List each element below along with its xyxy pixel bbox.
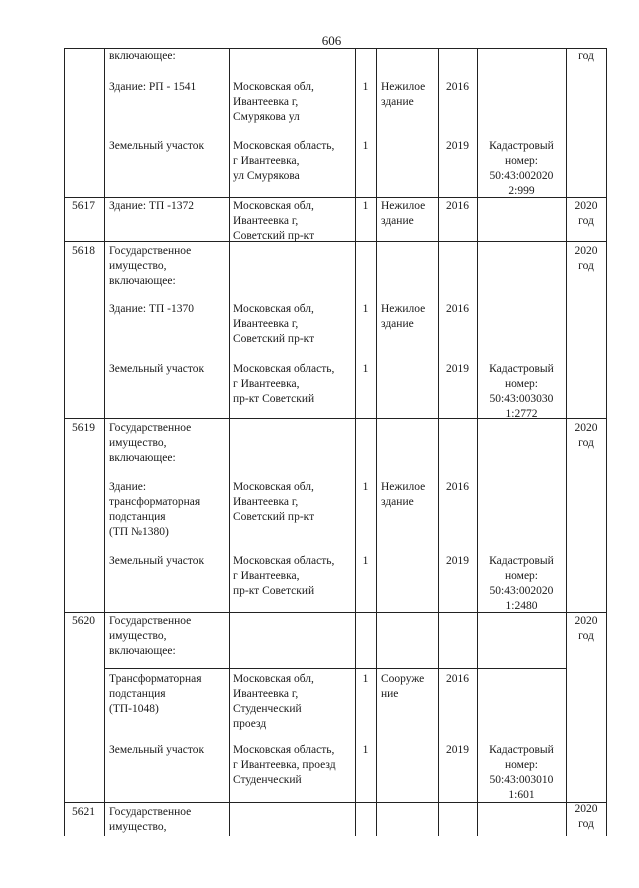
cell-r8-type: Сооруже ние: [381, 673, 425, 700]
cell-5619-registered: 2020 год: [574, 422, 598, 449]
cell-r9-name: Земельный участок: [109, 744, 205, 756]
cell-r4-qty: 1: [362, 303, 369, 315]
cell-r7-addr: Московская область, г Ивантеевка, пр-кт Советский: [233, 555, 335, 597]
cell-r3-year: 2016: [446, 200, 469, 212]
cell-r6-qty: 1: [362, 481, 369, 493]
cell-r8-name: Трансформаторная подстанция (ТП-1048): [109, 673, 202, 715]
cell-r9-year: 2019: [446, 744, 469, 756]
cell-top-name: включающее:: [109, 50, 176, 62]
cell-r6-name: Здание: трансформаторная подстанция (ТП №1380): [109, 481, 201, 538]
cell-r2-year: 2019: [446, 140, 469, 152]
cell-r1-year: 2016: [446, 81, 469, 93]
cell-r4-addr: Московская обл, Ивантеевка г, Советский пр-кт: [233, 303, 315, 345]
cell-r5-addr: Московская область, г Ивантеевка, пр-кт Советский: [233, 363, 335, 405]
cell-5620-name: Государственное имущество, включающее:: [109, 615, 192, 657]
cell-r6-year: 2016: [446, 481, 469, 493]
cell-r9-addr: Московская область, г Ивантеевка, проезд Студенческий: [233, 744, 336, 786]
cell-r9-qty: 1: [362, 744, 369, 756]
cell-r7-name: Земельный участок: [109, 555, 205, 567]
row-border-5618: [64, 241, 607, 242]
cell-5621-registered: 2020 год: [574, 803, 598, 830]
cell-r3-type: Нежилое здание: [381, 200, 426, 227]
col-border-4: [376, 48, 377, 836]
cell-5619-name: Государственное имущество, включающее:: [109, 422, 192, 464]
cell-5617-number: 5617: [72, 200, 95, 212]
cell-5621-name: Государственное имущество,: [109, 806, 192, 833]
col-border-0: [64, 48, 65, 836]
cell-r7-qty: 1: [362, 555, 369, 567]
col-border-2: [229, 48, 230, 836]
cell-5618-number: 5618: [72, 245, 95, 257]
col-border-5: [438, 48, 439, 836]
cell-5619-number: 5619: [72, 422, 95, 434]
cell-r2-addr: Московская область, г Ивантеевка, ул Смурякова: [233, 140, 335, 182]
cell-r7-year: 2019: [446, 555, 469, 567]
cell-r5-name: Земельный участок: [109, 363, 205, 375]
cell-r3-qty: 1: [362, 200, 369, 212]
cell-r6-type: Нежилое здание: [381, 481, 426, 508]
cell-r2-cad: Кадастровый номер: 50:43:002020 2:999: [489, 140, 554, 197]
cell-5618-name: Государственное имущество, включающее:: [109, 245, 192, 287]
col-border-3: [355, 48, 356, 836]
cell-5618-registered: 2020 год: [574, 245, 598, 272]
cell-r1-type: Нежилое здание: [381, 81, 426, 108]
cell-r4-year: 2016: [446, 303, 469, 315]
col-border-8: [606, 48, 607, 836]
cell-5621-number: 5621: [72, 806, 95, 818]
cell-r5-year: 2019: [446, 363, 469, 375]
row-border-5620-sub: [104, 668, 566, 669]
cell-r3-name: Здание: ТП -1372: [109, 200, 194, 212]
cell-r8-addr: Московская обл, Ивантеевка г, Студенческий проезд: [233, 673, 314, 730]
cell-r5-cad: Кадастровый номер: 50:43:003030 1:2772: [489, 363, 554, 420]
cell-r4-name: Здание: ТП -1370: [109, 303, 194, 315]
cell-r4-type: Нежилое здание: [381, 303, 426, 330]
cell-r1-addr: Московская обл, Ивантеевка г, Смурякова ул: [233, 81, 314, 123]
cell-5620-number: 5620: [72, 615, 95, 627]
cell-top-year: год: [578, 50, 594, 62]
cell-r8-year: 2016: [446, 673, 469, 685]
cell-r7-cad: Кадастровый номер: 50:43:002020 1:2480: [489, 555, 554, 612]
cell-r2-qty: 1: [362, 140, 369, 152]
cell-5620-registered: 2020 год: [574, 615, 598, 642]
page-number: 606: [321, 33, 342, 48]
cell-r9-cad: Кадастровый номер: 50:43:003010 1:601: [489, 744, 554, 801]
col-border-1: [104, 48, 105, 836]
cell-r8-qty: 1: [362, 673, 369, 685]
cell-r5-qty: 1: [362, 363, 369, 375]
cell-r3-addr: Московская обл, Ивантеевка г, Советский пр-кт: [233, 200, 315, 242]
cell-r3-registered: 2020 год: [574, 200, 598, 227]
cell-r1-qty: 1: [362, 81, 369, 93]
cell-r1-name: Здание: РП - 1541: [109, 81, 197, 93]
cell-r2-name: Земельный участок: [109, 140, 205, 152]
cell-r6-addr: Московская обл, Ивантеевка г, Советский пр-кт: [233, 481, 315, 523]
